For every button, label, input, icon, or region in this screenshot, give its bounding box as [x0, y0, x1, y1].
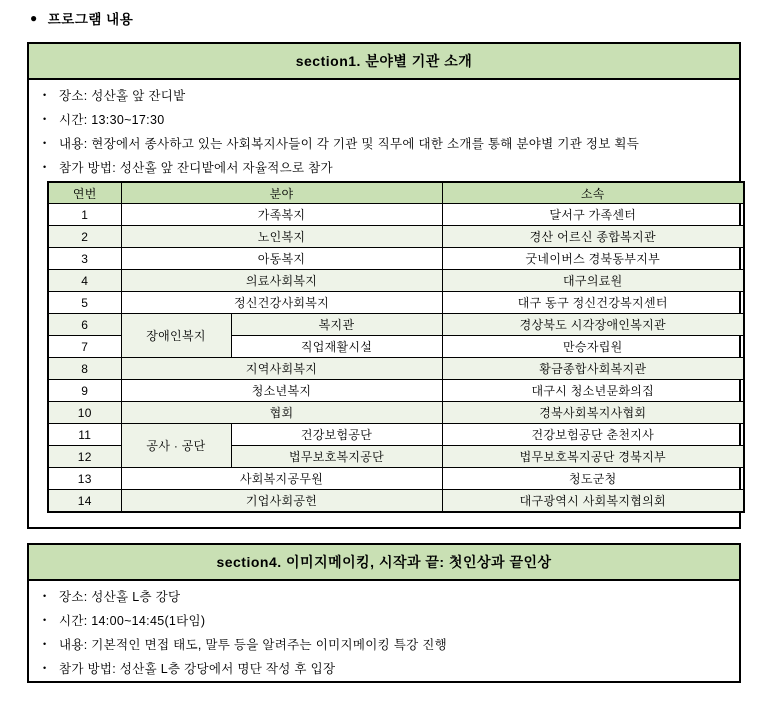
bullet-item-content: • 내용: 기본적인 면접 태도, 말투 등을 알려주는 이미지메이킹 특강 진행	[43, 638, 448, 652]
cell-no: 10	[48, 402, 121, 424]
cell-field: 협회	[121, 402, 442, 424]
table-row	[48, 226, 744, 248]
page-title	[30, 8, 133, 28]
cell-no: 8	[48, 358, 121, 380]
page-title-label: 프로그램 내용	[47, 12, 134, 27]
cell-field: 직업재활시설	[231, 336, 442, 358]
cell-field: 지역사회복지	[121, 358, 442, 380]
cell-org: 건강보험공단 춘천지사	[442, 424, 744, 446]
cell-no: 5	[48, 292, 121, 314]
cell-no: 3	[48, 248, 121, 270]
cell-no: 7	[48, 336, 121, 358]
cell-no: 11	[48, 424, 121, 446]
cell-org: 대구시 청소년문화의집	[442, 380, 744, 402]
bullet-item-content: • 내용: 현장에서 종사하고 있는 사회복지사들이 각 기관 및 직무에 대한 소개를 통해 분야별 기관 정보 획득	[43, 137, 640, 151]
bullet-icon: •	[43, 591, 47, 601]
cell-org: 경상북도 시각장애인복지관	[442, 314, 744, 336]
bullet-icon: •	[43, 639, 47, 649]
cell-field: 의료사회복지	[121, 270, 442, 292]
section1-body	[29, 80, 739, 513]
cell-no: 6	[48, 314, 121, 336]
cell-field: 사회복지공무원	[121, 468, 442, 490]
section4-box	[27, 543, 741, 683]
cell-org: 대구광역시 사회복지협의회	[442, 490, 744, 513]
cell-field: 노인복지	[121, 226, 442, 248]
section4-bullet-list	[39, 584, 727, 680]
cell-org: 경산 어르신 종합복지관	[442, 226, 744, 248]
cell-no: 9	[48, 380, 121, 402]
cell-org: 대구의료원	[442, 270, 744, 292]
cell-group: 장애인복지	[121, 314, 231, 358]
table-row	[48, 358, 744, 380]
cell-no: 4	[48, 270, 121, 292]
bullet-item-method: • 참가 방법: 성산홀 L층 강당에서 명단 작성 후 입장	[43, 662, 336, 676]
section1-header-label: section1. 분야별 기관 소개	[295, 53, 473, 69]
cell-org: 경북사회복지사협회	[442, 402, 744, 424]
cell-org: 법무보호복지공단 경북지부	[442, 446, 744, 468]
bullet-item-time: • 시간: 14:00~14:45(1타임)	[43, 614, 206, 628]
table-row	[48, 292, 744, 314]
section1-box	[27, 42, 741, 529]
bullet-item-place: • 장소: 성산홀 L층 강당	[43, 590, 181, 604]
cell-field: 기업사회공헌	[121, 490, 442, 513]
section1-header	[29, 44, 739, 80]
title-bullet-icon: ●	[30, 11, 38, 25]
table-header-row	[48, 182, 744, 204]
cell-org: 청도군청	[442, 468, 744, 490]
header-cell-field: 분야	[121, 182, 442, 204]
table-row	[48, 380, 744, 402]
cell-field: 정신건강사회복지	[121, 292, 442, 314]
table-row	[48, 248, 744, 270]
bullet-icon: •	[43, 90, 47, 100]
bullet-item-method: • 참가 방법: 성산홀 앞 잔디밭에서 자율적으로 참가	[43, 161, 333, 175]
cell-no: 2	[48, 226, 121, 248]
header-cell-no: 연번	[48, 182, 121, 204]
cell-org: 달서구 가족센터	[442, 204, 744, 226]
table-row	[48, 490, 744, 513]
bullet-item-time: • 시간: 13:30~17:30	[43, 113, 165, 127]
cell-field: 아동복지	[121, 248, 442, 270]
cell-field: 복지관	[231, 314, 442, 336]
table-row	[48, 204, 744, 226]
table-row	[48, 424, 744, 446]
cell-field: 건강보험공단	[231, 424, 442, 446]
cell-org: 대구 동구 정신건강복지센터	[442, 292, 744, 314]
table-row	[48, 468, 744, 490]
bullet-icon: •	[43, 114, 47, 124]
cell-field: 청소년복지	[121, 380, 442, 402]
table-row	[48, 314, 744, 336]
bullet-icon: •	[43, 138, 47, 148]
cell-field: 법무보호복지공단	[231, 446, 442, 468]
cell-org: 만승자립원	[442, 336, 744, 358]
bullet-icon: •	[43, 615, 47, 625]
cell-org: 굿네이버스 경북동부지부	[442, 248, 744, 270]
section1-bullet-list	[39, 83, 727, 179]
section4-header	[29, 545, 739, 581]
bullet-icon: •	[43, 162, 47, 172]
cell-group: 공사 · 공단	[121, 424, 231, 468]
table-row	[48, 270, 744, 292]
cell-no: 14	[48, 490, 121, 513]
section4-header-label: section4. 이미지메이킹, 시작과 끝: 첫인상과 끝인상	[216, 554, 552, 570]
table-row	[48, 402, 744, 424]
cell-no: 12	[48, 446, 121, 468]
org-table	[47, 181, 745, 513]
section4-body	[29, 581, 739, 680]
bullet-item-place: • 장소: 성산홀 앞 잔디밭	[43, 89, 186, 103]
bullet-icon: •	[43, 663, 47, 673]
header-cell-org: 소속	[442, 182, 744, 204]
cell-no: 13	[48, 468, 121, 490]
cell-org: 황금종합사회복지관	[442, 358, 744, 380]
cell-field: 가족복지	[121, 204, 442, 226]
cell-no: 1	[48, 204, 121, 226]
